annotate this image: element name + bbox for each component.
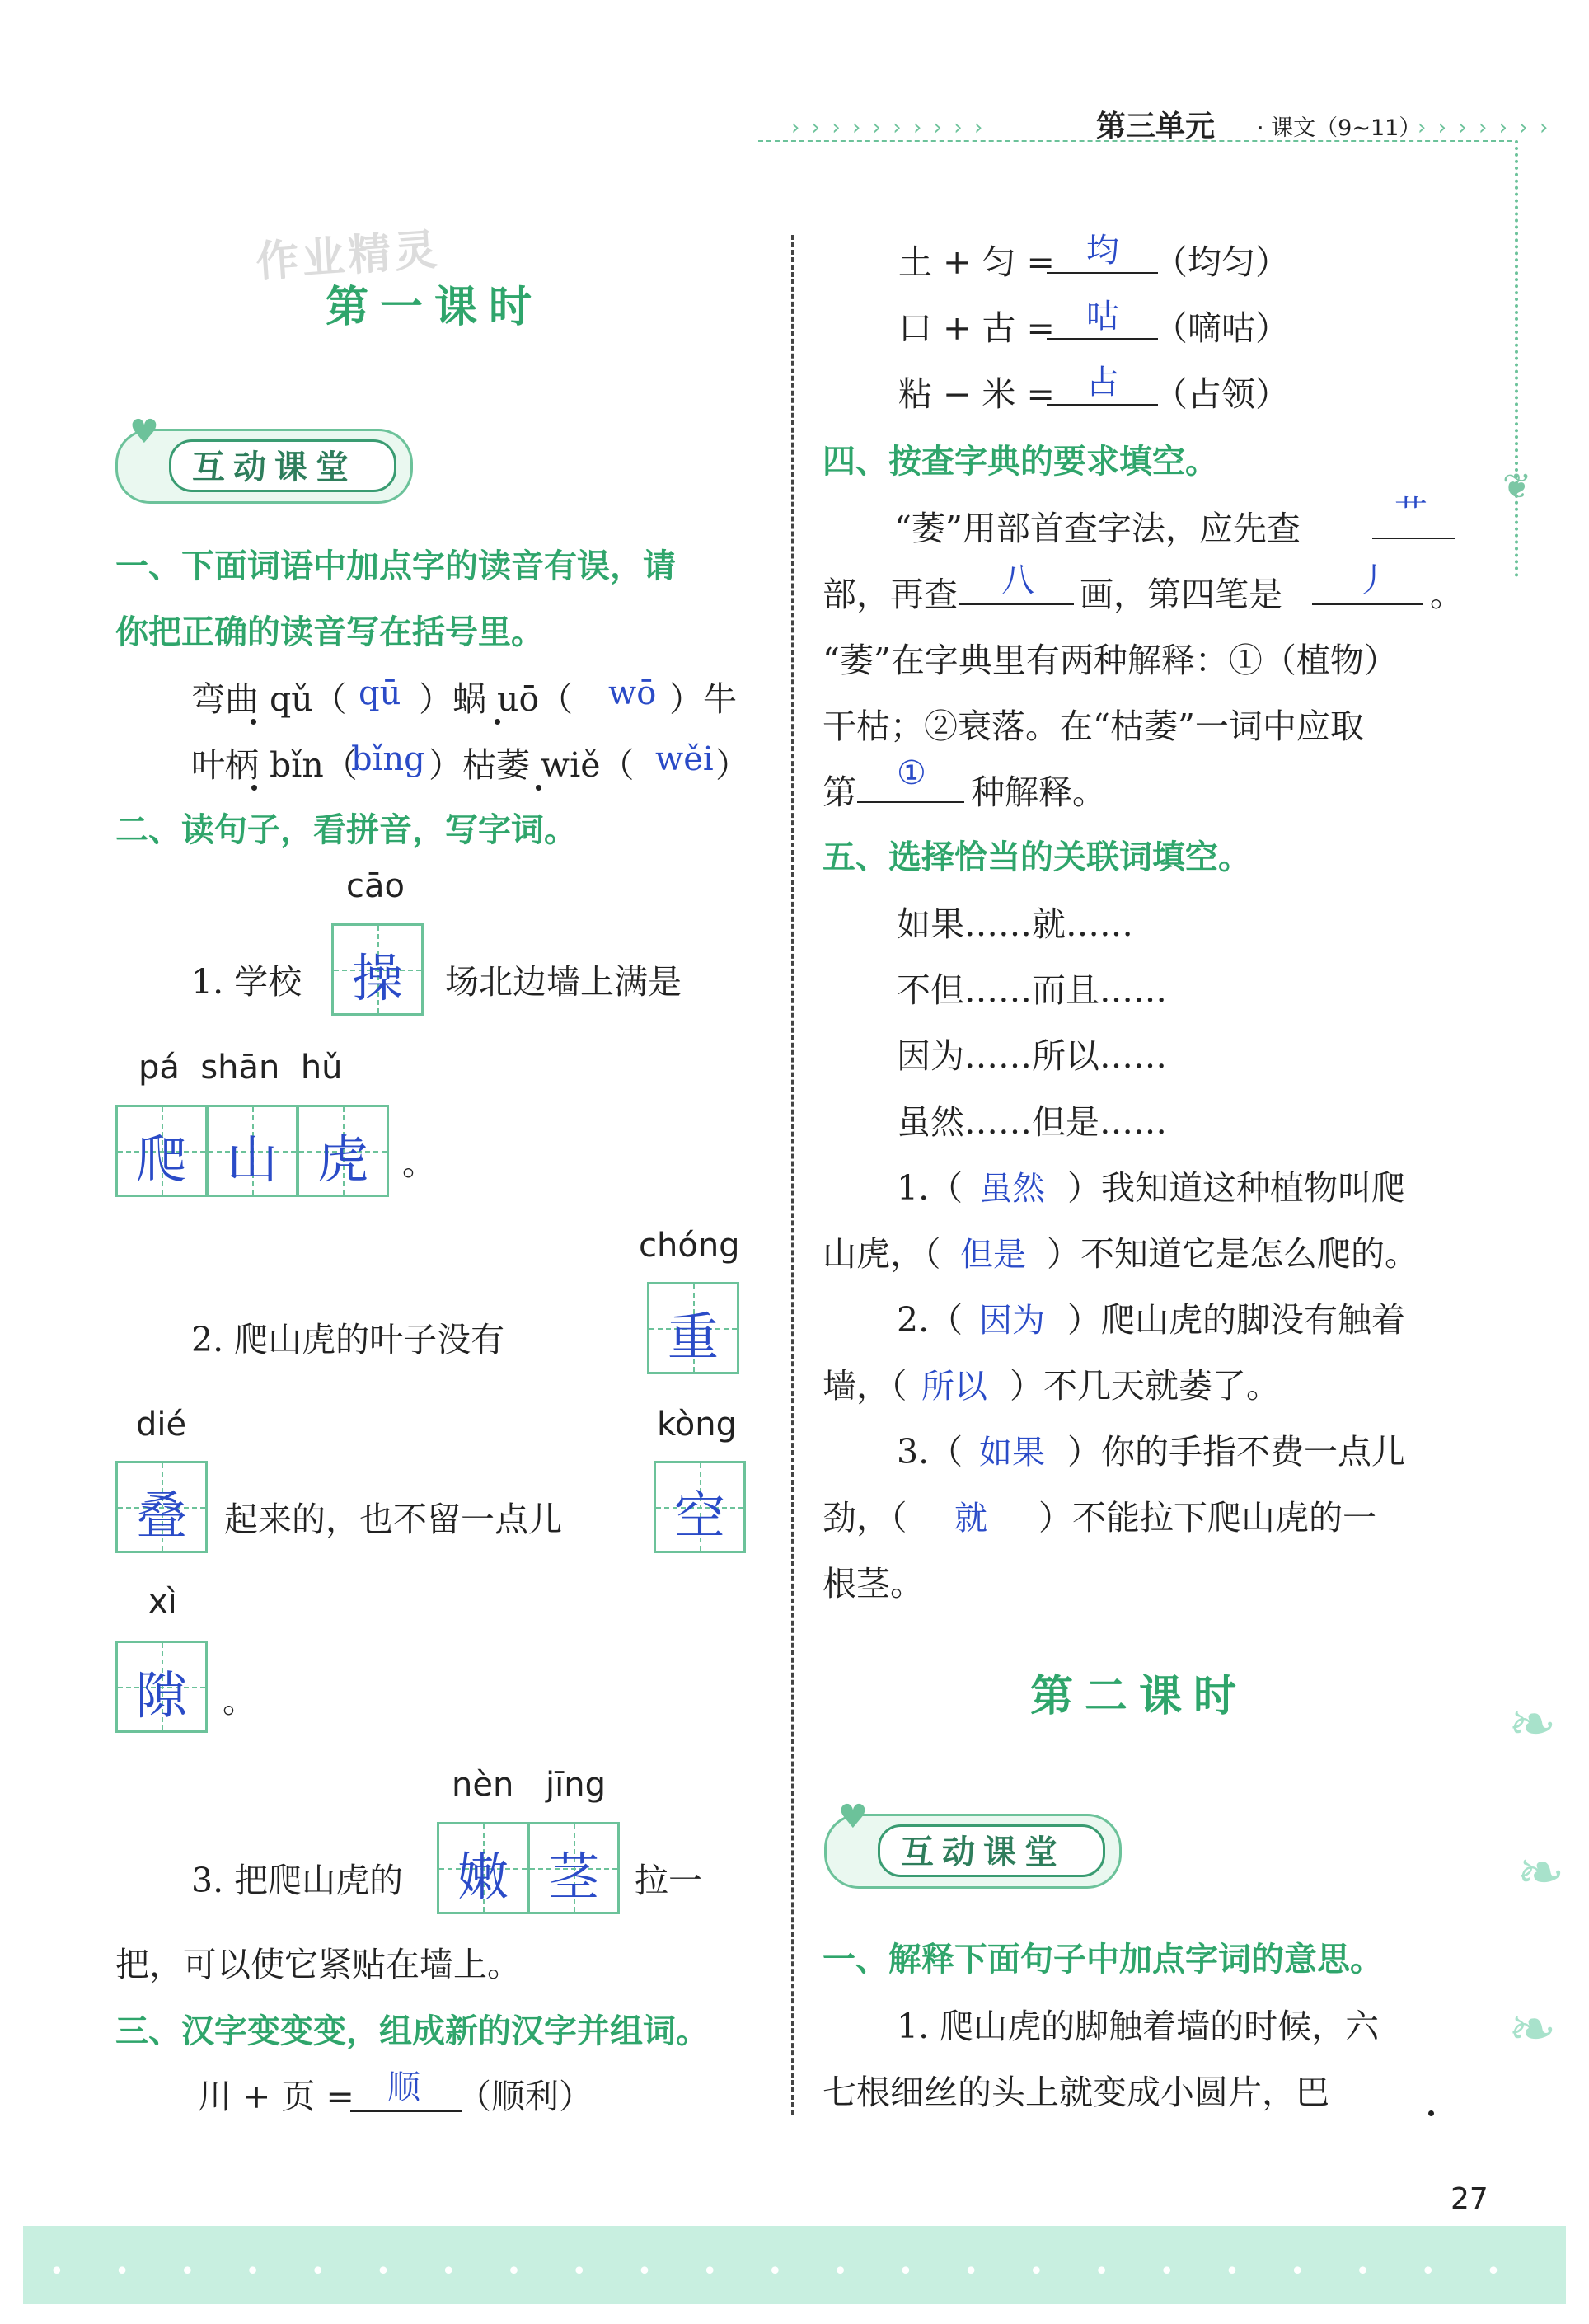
section-badge	[824, 1798, 1122, 1889]
q6-text: 1. 爬山虎的脚触着墙的时候，六	[897, 2007, 1380, 2046]
word: （顺利）	[457, 2077, 593, 2116]
equation: 土 + 匀 =	[898, 242, 1055, 282]
q1-text: 弯曲 qǔ（	[191, 679, 347, 719]
q4-text: 部，再查	[823, 575, 958, 614]
answer: 就	[954, 1500, 987, 1538]
option: 虽然……但是……	[897, 1102, 1167, 1142]
vine-decoration: ❦	[1502, 466, 1532, 506]
equation: 川 + 页 =	[198, 2077, 354, 2116]
q5-text: ）不知道它是怎么爬的。	[1047, 1234, 1418, 1274]
question-title: 四、按查字典的要求填空。	[823, 443, 1218, 481]
pinyin: chóng	[639, 1227, 740, 1265]
q1-answer: wěi	[655, 740, 714, 778]
q1-text: ）	[715, 745, 749, 785]
answer-blank	[959, 603, 1074, 605]
q5-text: 山虎，（	[823, 1234, 941, 1274]
header-arrows-right: › › › › › › ›	[1418, 115, 1551, 140]
answer: ①	[897, 754, 926, 792]
q5-text: 2.（	[897, 1300, 963, 1340]
answer: 占	[1086, 364, 1119, 401]
heart-icon: ♥	[838, 1798, 868, 1836]
equation: 口 + 古 =	[898, 308, 1055, 348]
answer-blank	[1312, 603, 1423, 605]
sentence-text: 1. 学校	[191, 962, 302, 1002]
option: 不但……而且……	[897, 970, 1167, 1010]
word: （嘀咕）	[1154, 308, 1289, 348]
writing-grid: 山	[206, 1105, 298, 1197]
writing-grid: 空	[654, 1461, 746, 1553]
question-title: 三、汉字变变变，组成新的汉字并组词。	[115, 2012, 709, 2050]
q5-text: 劲，（	[823, 1498, 907, 1538]
q5-text: 3.（	[897, 1432, 963, 1472]
header-arrows-left: › › › › › › › › › ›	[791, 115, 986, 140]
writing-grid: 嫩	[437, 1822, 529, 1914]
q1-answer: bǐng	[351, 740, 425, 778]
q5-text: 1.（	[897, 1168, 963, 1208]
q1-text: ）蜗 uō（	[419, 679, 574, 719]
emphasis-dot	[495, 719, 500, 725]
pinyin: jīng	[546, 1766, 606, 1804]
watermark: 作业精灵	[254, 225, 443, 288]
sentence-text: 起来的，也不留一点儿	[224, 1500, 562, 1539]
pinyin: nèn	[452, 1766, 514, 1804]
word: （均匀）	[1154, 242, 1289, 282]
answer: 咕	[1086, 298, 1119, 336]
emphasis-dot	[536, 785, 541, 791]
lesson-title: 第一课时	[326, 283, 544, 332]
answer: 八	[1001, 561, 1034, 599]
answer: 均	[1086, 232, 1119, 270]
answer: 因为	[979, 1302, 1045, 1340]
q4-text: 画，第四笔是	[1080, 575, 1282, 614]
pinyin: kòng	[657, 1406, 737, 1444]
column-divider	[791, 235, 794, 2115]
answer: 虽然	[979, 1170, 1045, 1208]
q4-text: 。	[1430, 575, 1464, 614]
answer: 所以	[921, 1368, 987, 1406]
question-title: 一、解释下面句子中加点字词的意思。	[823, 1941, 1383, 1979]
emphasis-dot	[251, 785, 257, 791]
writing-grid: 爬	[115, 1105, 208, 1197]
question-title: 五、选择恰当的关联词填空。	[823, 838, 1251, 876]
writing-grid: 隙	[115, 1641, 208, 1733]
writing-grid: 操	[331, 923, 424, 1016]
q1-answer: wō	[608, 674, 657, 712]
badge-label: 互动课堂	[192, 448, 357, 486]
answer-blank	[857, 801, 964, 803]
answer-blank	[350, 2110, 462, 2112]
pinyin: dié	[136, 1406, 187, 1444]
q1-text: ）牛	[669, 679, 737, 719]
emphasis-dot	[1428, 2110, 1434, 2116]
q5-text: ）爬山虎的脚没有触着	[1067, 1300, 1405, 1340]
answer-blank	[1372, 538, 1455, 539]
option: 因为……所以……	[897, 1036, 1167, 1076]
section-badge	[115, 413, 413, 504]
leaf-decoration: ❧	[1508, 1995, 1557, 2063]
word: （占领）	[1154, 374, 1289, 414]
q5-text: 根茎。	[823, 1564, 924, 1603]
heart-icon: ♥	[129, 413, 159, 451]
sentence-text: 2. 爬山虎的叶子没有	[191, 1320, 505, 1359]
q4-text: 干枯；②衰落。在“枯萎”一词中应取	[823, 707, 1364, 746]
sentence-text: 拉一	[635, 1861, 702, 1900]
answer: 丿	[1356, 561, 1389, 599]
sentence-text: 把，可以使它紧贴在墙上。	[115, 1945, 521, 1984]
pinyin: cāo	[346, 867, 405, 905]
leaf-decoration: ❧	[1508, 1690, 1557, 1758]
answer-blank	[1047, 338, 1158, 340]
sentence-text: 。	[402, 1143, 436, 1183]
q6-text: 七根细丝的头上就变成小圆片，巴	[823, 2073, 1329, 2112]
badge-label: 互动课堂	[901, 1833, 1066, 1871]
answer: 如果	[979, 1434, 1045, 1472]
header-unit: 第三单元	[1096, 109, 1216, 143]
q5-text: ）不几天就萎了。	[1010, 1366, 1280, 1406]
q5-text: 墙，（	[823, 1366, 907, 1406]
question-title: 二、读句子，看拼音，写字词。	[115, 811, 577, 849]
footer-dots: • • • • • • • • • • • • • • • • • • • • • • •	[49, 2257, 1522, 2286]
answer: 顺	[387, 2068, 420, 2106]
sentence-text: 场北边墙上满是	[445, 962, 682, 1002]
header-subtitle: · 课文（9~11）	[1257, 115, 1422, 141]
writing-grid: 叠	[115, 1461, 208, 1553]
page-number: 27	[1451, 2182, 1488, 2216]
answer: 艹	[1394, 494, 1427, 532]
q4-text: 第	[823, 772, 856, 812]
pinyin: pá shān hǔ	[138, 1049, 343, 1087]
lesson-title: 第二课时	[1030, 1672, 1249, 1721]
q4-text: 种解释。	[971, 772, 1106, 812]
q1-text: ）枯萎 wiě（	[429, 745, 635, 785]
writing-grid: 重	[647, 1282, 739, 1374]
pinyin: xì	[148, 1583, 177, 1621]
option: 如果……就……	[897, 904, 1133, 944]
writing-grid: 茎	[527, 1822, 620, 1914]
q1-text: 叶柄 bǐn（	[191, 745, 358, 785]
writing-grid: 虎	[297, 1105, 389, 1197]
sentence-text: 。	[223, 1681, 256, 1721]
sentence-text: 3. 把爬山虎的	[191, 1861, 404, 1900]
answer-blank	[1047, 404, 1158, 406]
q5-text: ）不能拉下爬山虎的一	[1038, 1498, 1376, 1538]
answer-blank	[1047, 272, 1158, 274]
q4-text: “萎”在字典里有两种解释：①（植物）	[823, 641, 1398, 680]
question-title-cont: 你把正确的读音写在括号里。	[115, 613, 544, 651]
q5-text: ）你的手指不费一点儿	[1067, 1432, 1405, 1472]
q1-answer: qū	[359, 674, 401, 712]
emphasis-dot	[251, 719, 256, 725]
equation: 粘 − 米 =	[898, 374, 1055, 414]
margin-dotted-line	[1515, 140, 1518, 577]
question-title: 一、下面词语中加点字的读音有误，请	[115, 547, 676, 585]
answer: 但是	[960, 1236, 1026, 1274]
q5-text: ）我知道这种植物叫爬	[1067, 1168, 1405, 1208]
q4-text: “萎”用部首查字法，应先查	[894, 509, 1301, 548]
leaf-decoration: ❧	[1516, 1838, 1565, 1906]
